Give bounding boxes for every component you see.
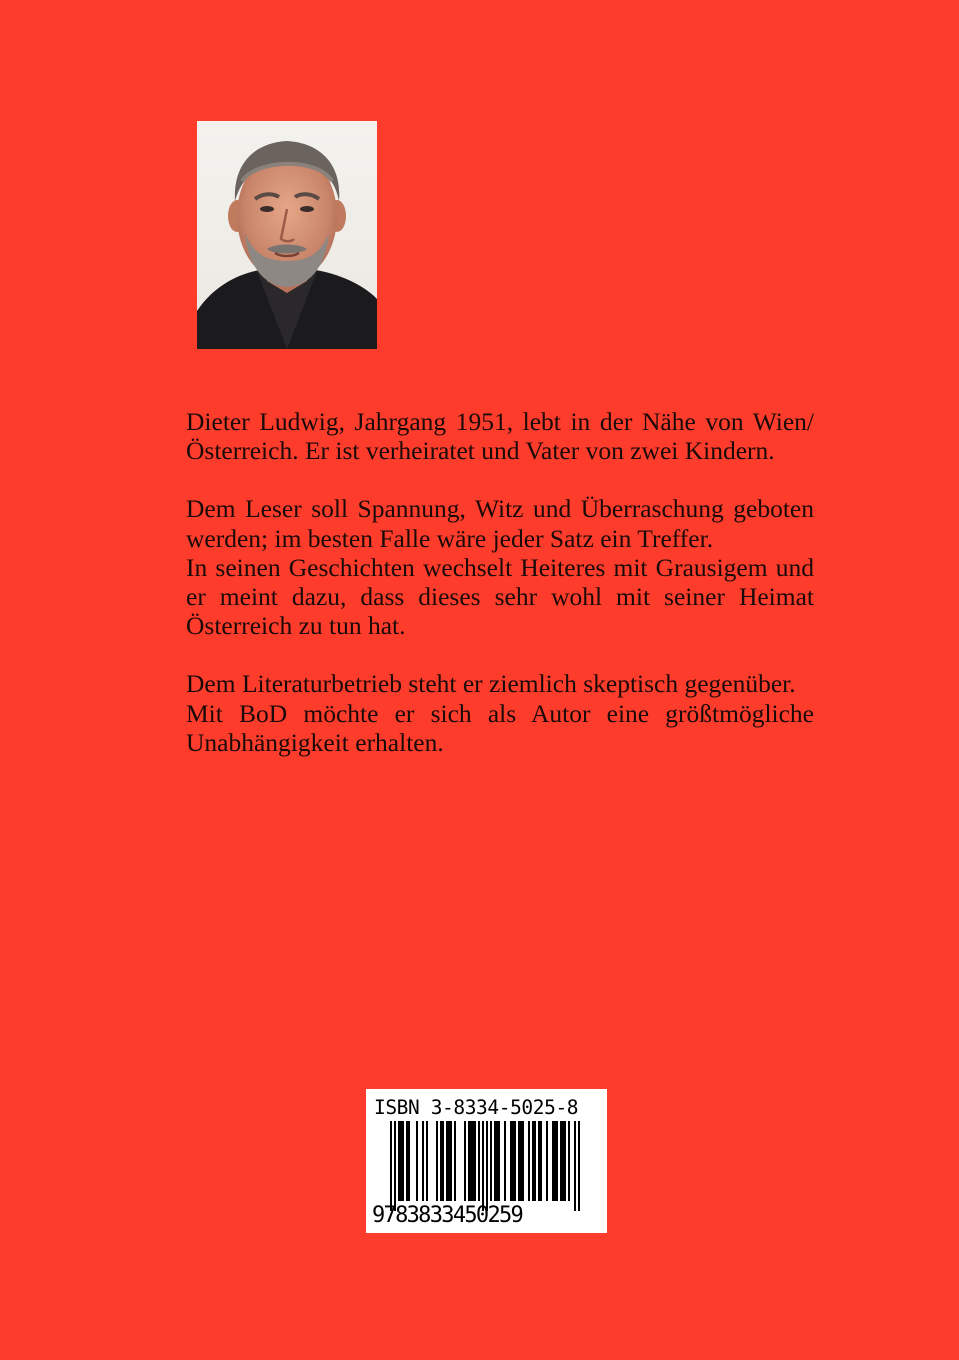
barcode-bar — [496, 1121, 498, 1201]
author-portrait — [197, 121, 377, 349]
barcode-bar — [468, 1121, 470, 1201]
bio-paragraph-3: In seinen Geschichten wechselt Heiteres mit Grausigem und er meint dazu, dass dieses sehr wohl mit seiner Heimat Österreich zu tun hat. — [186, 552, 814, 641]
barcode-bar — [578, 1121, 580, 1211]
barcode-bar — [540, 1121, 542, 1201]
isbn-label: ISBN 3-8334-5025-8 — [374, 1096, 579, 1119]
barcode-bar — [528, 1121, 530, 1201]
bio-paragraph-2: Dem Leser soll Spannung, Witz und Überraschung geboten werden; im besten Falle wäre jeder Satz ein Treffer. — [186, 494, 814, 553]
barcode-bar — [402, 1121, 404, 1201]
author-bio — [186, 407, 814, 757]
barcode-bar — [474, 1121, 476, 1201]
barcode-bar — [514, 1121, 516, 1201]
barcode-bar — [498, 1121, 500, 1201]
barcode-bar — [518, 1121, 520, 1201]
barcode-bar — [520, 1121, 522, 1201]
barcode-bar — [398, 1121, 400, 1201]
barcode-bar — [490, 1121, 492, 1201]
barcode-bar — [436, 1121, 438, 1201]
barcode-bar — [504, 1121, 506, 1201]
barcode-bar — [546, 1121, 548, 1201]
barcode-bar — [486, 1121, 488, 1211]
barcode-bar — [448, 1121, 450, 1201]
author-photo — [197, 121, 377, 349]
barcode-bar — [510, 1121, 512, 1201]
barcode-bar — [494, 1121, 496, 1201]
barcode-bar — [416, 1121, 418, 1201]
ean-digits: 9783833450259 — [372, 1203, 523, 1228]
barcode-bar — [464, 1121, 466, 1201]
barcode-bar — [408, 1121, 410, 1201]
barcode-bar — [478, 1121, 480, 1201]
barcode-bar — [470, 1121, 472, 1201]
barcode-bar — [442, 1121, 444, 1201]
barcode-bar — [440, 1121, 442, 1201]
bio-paragraph-4: Dem Literaturbetrieb steht er ziemlich skeptisch gegenüber. — [186, 669, 796, 699]
barcode-bar — [538, 1121, 540, 1201]
barcode-bar — [532, 1121, 534, 1201]
barcode-bar — [556, 1121, 558, 1201]
bio-paragraph-1: Dieter Ludwig, Jahrgang 1951, lebt in der Nähe von Wien/Österreich. Er ist verheiratet und Vater von zwei Kindern. — [186, 407, 814, 466]
barcode-bar — [554, 1121, 556, 1201]
barcode-bar — [472, 1121, 474, 1201]
barcode-bar — [534, 1121, 536, 1201]
barcode-bar — [552, 1121, 554, 1201]
bio-paragraph-5: Mit BoD möchte er sich als Autor eine größtmögliche Unabhängigkeit erhalten. — [186, 698, 814, 757]
barcode-bar — [422, 1121, 424, 1201]
barcode-bar — [454, 1121, 456, 1201]
barcode-bar — [406, 1121, 408, 1201]
barcode-bar — [568, 1121, 570, 1201]
barcode-bar — [574, 1121, 576, 1211]
barcode-bar — [390, 1121, 392, 1211]
isbn-barcode — [366, 1089, 607, 1233]
barcode-bar — [400, 1121, 402, 1201]
barcode-bar — [522, 1121, 524, 1201]
barcode-bar — [564, 1121, 566, 1201]
barcode-bar — [446, 1121, 448, 1201]
barcode-bar — [394, 1121, 396, 1211]
barcode-bar — [560, 1121, 562, 1201]
barcode-bar — [426, 1121, 428, 1201]
barcode-bar — [450, 1121, 452, 1201]
barcode-bar — [562, 1121, 564, 1201]
barcode-bar — [482, 1121, 484, 1211]
barcode-bar — [512, 1121, 514, 1201]
